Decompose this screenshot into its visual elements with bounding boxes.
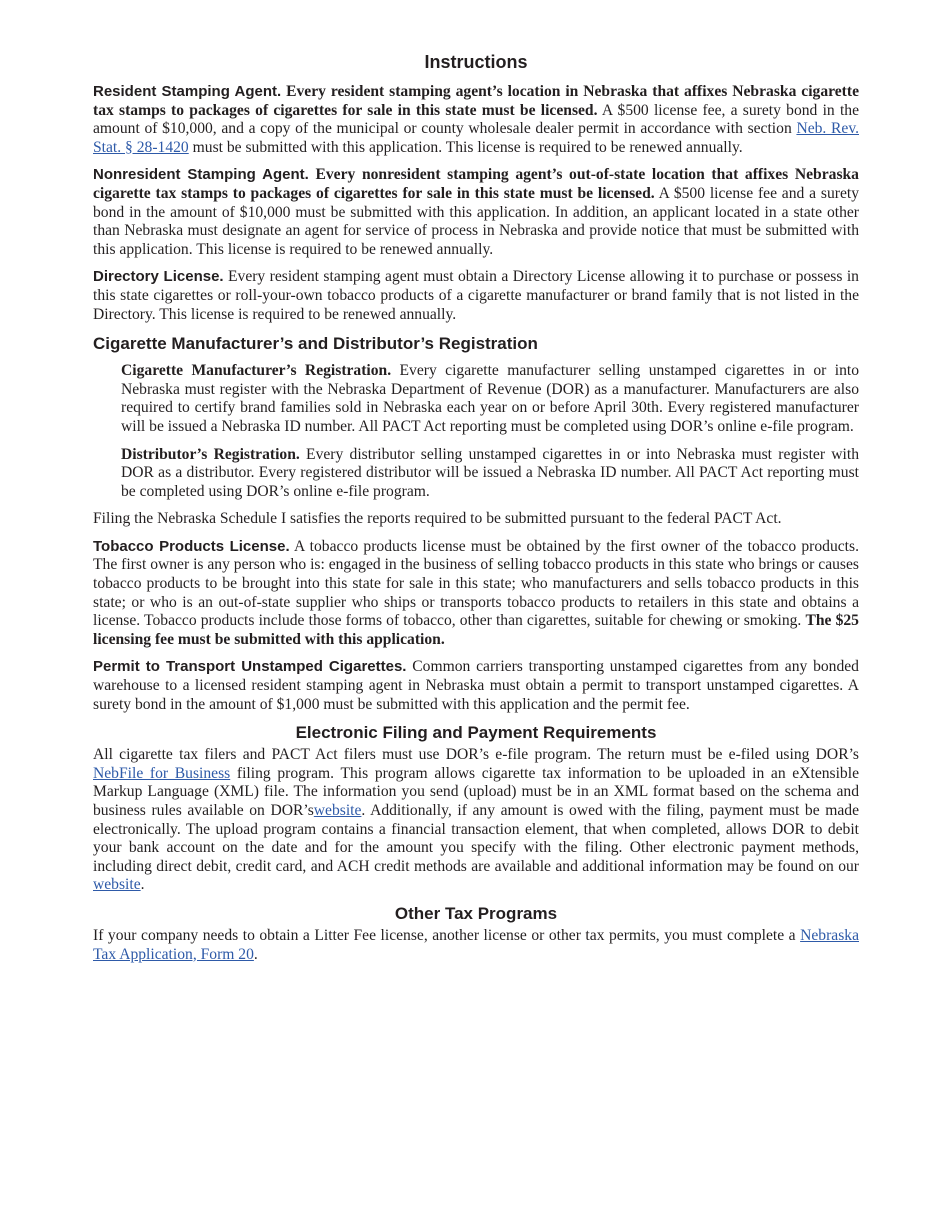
- directory-text: Every resident stamping agent must obtain a Directory License allowing it to purchase or possess in this state cigarettes or roll-your-own tobacco products of a cigarette manufacturer or brand family that is not listed in the Directory. This license is required to be renewed annually.: [93, 268, 859, 323]
- payment-website-link[interactable]: website: [93, 876, 141, 894]
- permit-text: Common carriers transporting unstamped cigarettes from any bonded warehouse to a licensed resident stamping agent in Nebraska must obtain a permit to transport unstamped cigarettes. A surety bond in the amount of $1,000 must be submitted with this application and the permit fee.: [93, 658, 859, 713]
- nonresident-text: A $500 license fee and a surety bond in the amount of $10,000 must be submitted with this application. In addition, an applicant located in a state other than Nebraska must designate an agent for service of process in Nebraska and provide notice that must be submitted with this application. This license is required to be renewed annually.: [93, 184, 859, 258]
- directory-license-paragraph: [93, 268, 859, 324]
- nonresident-heading: Nonresident Stamping Agent.: [93, 166, 309, 184]
- form-20-link[interactable]: Nebraska Tax Application, Form 20: [93, 926, 859, 963]
- resident-heading: Resident Stamping Agent.: [93, 83, 282, 100]
- efile-paragraph: [93, 746, 859, 895]
- tobacco-text: A tobacco products license must be obtained by the first owner of the tobacco products. The first owner is any person who is: engaged in the business of selling tobacco products in this state who brings or causes tobacco products to be brought into this state for sale in this state; who manufacturers and sells tobacco products in this state; or who is an out-of-state supplier who ships or transports tobacco products to retailers in this state and obtains a license. Tobacco products include those forms of tobacco, other than cigarettes, suitable for chewing or smoking.: [93, 537, 859, 630]
- resident-bold-text: Every resident stamping agent’s location in Nebraska that affixes Nebraska cigarette tax stamps to packages of cigarettes for sale in this state must be licensed.: [93, 83, 859, 119]
- page-title: Instructions: [424, 52, 528, 72]
- neb-rev-stat-link[interactable]: Neb. Rev. Stat. § 28-1420: [93, 120, 859, 156]
- tobacco-heading: Tobacco Products License.: [93, 537, 290, 555]
- distributor-registration-paragraph: [121, 446, 859, 502]
- resident-text: A $500 license fee, a surety bond in the amount of $10,000, and a copy of the municipal or county wholesale dealer permit in accordance with section: [93, 101, 859, 138]
- resident-text-end: must be submitted with this application. This license is required to be renewed annually.: [192, 138, 743, 156]
- distributor-text: Every distributor selling unstamped cigarettes in or into Nebraska must register with DOR as a distributor. Every registered distributor will be issued a Nebraska ID number. All PACT Act reporting must be completed using DOR’s online e-file program.: [121, 445, 859, 500]
- efile-text-1: All cigarette tax filers and PACT Act filers must use DOR’s e-file program. The return must be e-filed using DOR’s: [93, 746, 859, 764]
- other-programs-heading: Other Tax Programs: [394, 903, 558, 923]
- transport-permit-paragraph: [93, 658, 859, 714]
- manufacturer-registration-paragraph: [121, 362, 859, 436]
- schema-website-link[interactable]: website: [313, 802, 362, 819]
- tobacco-fee-text: The $25 licensing fee must be submitted with this application.: [93, 612, 859, 648]
- registration-heading: Cigarette Manufacturer’s and Distributor’s Registration: [93, 334, 538, 354]
- instructions-page: [93, 50, 859, 973]
- directory-heading: Directory License.: [93, 268, 224, 286]
- nonresident-bold-text: Every nonresident stamping agent’s out-of-state location that affixes Nebraska cigarette tax stamps to packages of cigarettes for sale in this state must be licensed.: [93, 166, 859, 202]
- efile-text-2: filing program. This program allows cigarette tax information to be uploaded in an eXtensible Markup Language (XML) file. The information you send (upload) must be in an XML format based on the schema and business rules available on DOR’s: [93, 764, 859, 819]
- efile-text-3: . Additionally, if any amount is owed with the filing, payment must be made electronically. The upload program contains a financial transaction element, that when completed, allows DOR to debit your bank account on the date and for the amount you specify with the filing. Other electronic payment methods, including direct debit, credit card, and ACH credit methods are available and additional information may be found on our: [93, 802, 859, 875]
- schedule-note-paragraph: Filing the Nebraska Schedule I satisfies the reports required to be submitted pursuant to the federal PACT Act.: [93, 510, 782, 528]
- manufacturer-text: Every cigarette manufacturer selling unstamped cigarettes in or into Nebraska must register with the Nebraska Department of Revenue (DOR) as a manufacturer. Manufacturers are also required to certify brand families sold in Nebraska each year on or before April 30th. Every registered manufacturer will be issued a Nebraska ID number. All PACT Act reporting must be completed using DOR’s online e-file program.: [121, 362, 859, 435]
- efile-heading: Electronic Filing and Payment Requirements: [295, 723, 657, 743]
- resident-stamping-agent-paragraph: [93, 83, 859, 157]
- distributor-heading: Distributor’s Registration.: [121, 445, 300, 463]
- permit-heading: Permit to Transport Unstamped Cigarettes.: [93, 658, 407, 676]
- other-end: .: [253, 945, 258, 963]
- manufacturer-heading: Cigarette Manufacturer’s Registration.: [121, 362, 392, 380]
- nonresident-stamping-agent-paragraph: [93, 166, 859, 259]
- efile-text-4: .: [140, 876, 145, 894]
- other-text: If your company needs to obtain a Litter Fee license, another license or other tax permits, you must complete a: [93, 926, 796, 944]
- other-programs-paragraph: [93, 927, 859, 964]
- nebfile-link[interactable]: NebFile for Business: [93, 764, 231, 782]
- tobacco-products-paragraph: [93, 538, 859, 650]
